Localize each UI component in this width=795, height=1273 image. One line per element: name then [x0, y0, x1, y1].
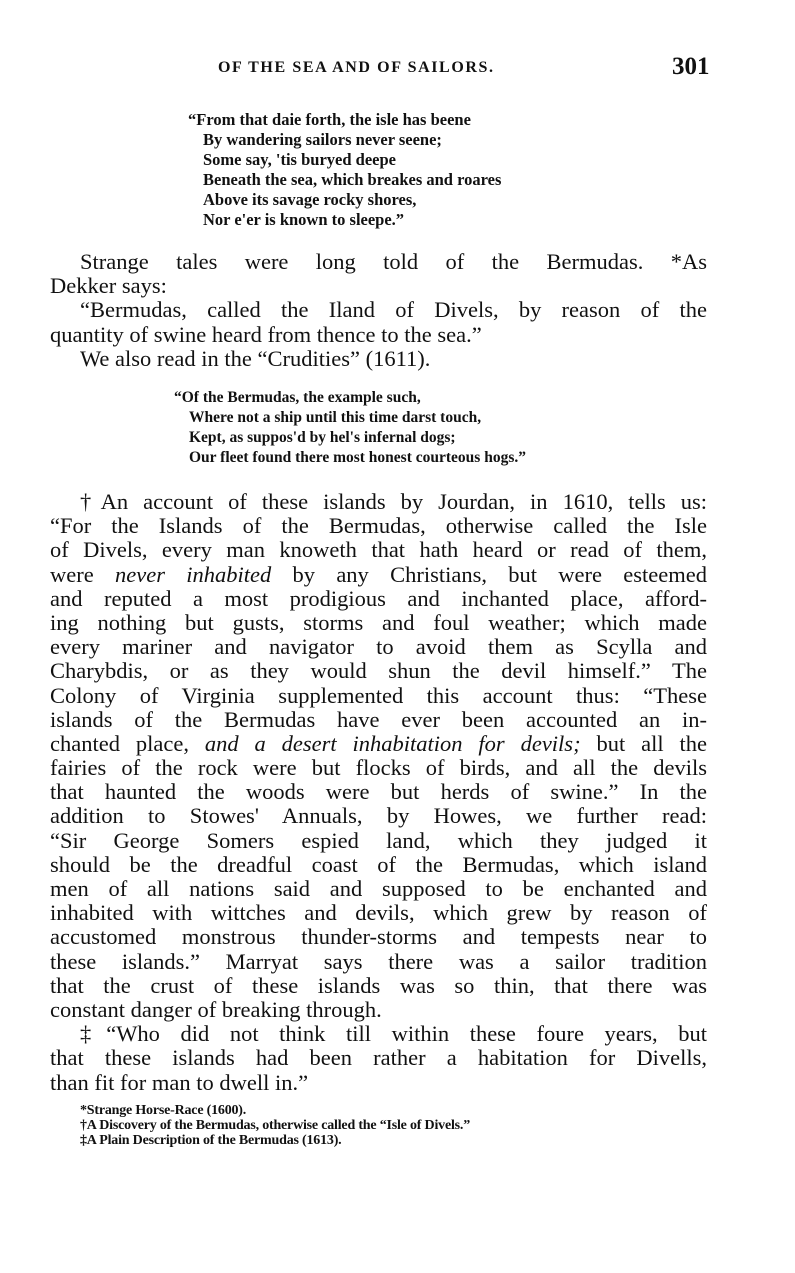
text-segment: chanted place,: [50, 730, 205, 756]
text-line: [50, 732, 707, 756]
text-line: “Bermudas, called the Iland of Divels, by reason of the: [80, 297, 707, 323]
footnote: *Strange Horse-Race (1600).: [80, 1103, 247, 1118]
text-line: [50, 563, 707, 587]
footnote: †A Discovery of the Bermudas, otherwise called the “Isle of Divels.”: [80, 1118, 471, 1133]
text-line: ‡“Who did not think till within these foure years, but: [80, 1021, 707, 1047]
text-line: addition to Stowes' Annuals, by Howes, we further read:: [50, 803, 707, 829]
poem-line: Our fleet found there most honest courteous hogs.”: [189, 449, 526, 466]
poem-line: By wandering sailors never seene;: [203, 130, 442, 149]
text-line: quantity of swine heard from thence to the sea.”: [50, 321, 482, 347]
poem-line: “Of the Bermudas, the example such,: [174, 389, 421, 406]
italic-emphasis: never inhabited: [115, 561, 272, 587]
text-segment: but all the: [580, 730, 707, 756]
poem-line: Above its savage rocky shores,: [203, 190, 417, 209]
text-line: Colony of Virginia supplemented this account thus: “These: [50, 682, 707, 708]
poem-line: Where not a ship until this time darst touch,: [189, 409, 482, 426]
text-segment: by any Christians, but were esteemed: [271, 561, 707, 587]
text-line: inhabited with wittches and devils, which grew by reason of: [50, 900, 707, 926]
text-line: that these islands had been rather a habitation for Divells,: [50, 1045, 707, 1071]
italic-emphasis: and a desert inhabitation for devils;: [204, 730, 581, 756]
text-line: “Sir George Somers espied land, which they judged it: [50, 827, 707, 853]
text-line: should be the dreadful coast of the Bermudas, which island: [50, 851, 707, 877]
page-header: [0, 53, 795, 80]
body-text-block-2: [50, 490, 707, 1095]
poem-line: “From that daie forth, the isle has beene: [188, 110, 471, 129]
text-segment: were: [50, 561, 115, 587]
running-title: OF THE SEA AND OF SAILORS.: [218, 59, 495, 76]
text-line: than fit for man to dwell in.”: [50, 1069, 309, 1095]
text-line: We also read in the “Crudities” (1611).: [80, 345, 431, 371]
text-line: these islands.” Marryat says there was a sailor tradition: [50, 948, 707, 974]
text-line: every mariner and navigator to avoid them as Scylla and: [50, 634, 707, 660]
page-number: 301: [672, 53, 710, 80]
text-line: that haunted the woods were but herds of swine.” In the: [50, 779, 707, 805]
text-line: fairies of the rock were but flocks of birds, and all the devils: [50, 755, 707, 781]
text-line: “For the Islands of the Bermudas, otherwise called the Isle: [50, 513, 707, 539]
footnote: ‡A Plain Description of the Bermudas (1613).: [80, 1133, 342, 1148]
text-line: Dekker says:: [50, 273, 167, 299]
poem-quote-2: [174, 388, 526, 468]
text-line: of Divels, every man knoweth that hath heard or read of them,: [50, 537, 707, 563]
poem-line: Some say, 'tis buryed deepe: [203, 150, 396, 169]
text-line: that the crust of these islands was so thin, that there was: [50, 972, 707, 998]
text-line: Strange tales were long told of the Bermudas. *As: [80, 249, 707, 274]
text-line: accustomed monstrous thunder-storms and tempests near to: [50, 924, 707, 950]
poem-line: Kept, as suppos'd by hel's infernal dogs;: [189, 429, 456, 446]
poem-line: Nor e'er is known to sleepe.”: [203, 210, 405, 229]
text-line: ing nothing but gusts, storms and foul weather; which made: [50, 609, 707, 635]
text-line: constant danger of breaking through.: [50, 996, 382, 1022]
text-line: and reputed a most prodigious and inchanted place, afford-: [50, 585, 707, 611]
body-text-block-1: [50, 250, 707, 371]
text-line: islands of the Bermudas have ever been accounted an in-: [50, 706, 707, 732]
text-line: †An account of these islands by Jourdan, in 1610, tells us:: [80, 489, 707, 514]
footnotes: [80, 1103, 470, 1148]
poem-line: Beneath the sea, which breakes and roares: [203, 170, 502, 189]
text-line: Charybdis, or as they would shun the devil himself.” The: [50, 658, 707, 684]
poem-quote-1: [188, 110, 501, 230]
text-line: men of all nations said and supposed to be enchanted and: [50, 876, 707, 901]
